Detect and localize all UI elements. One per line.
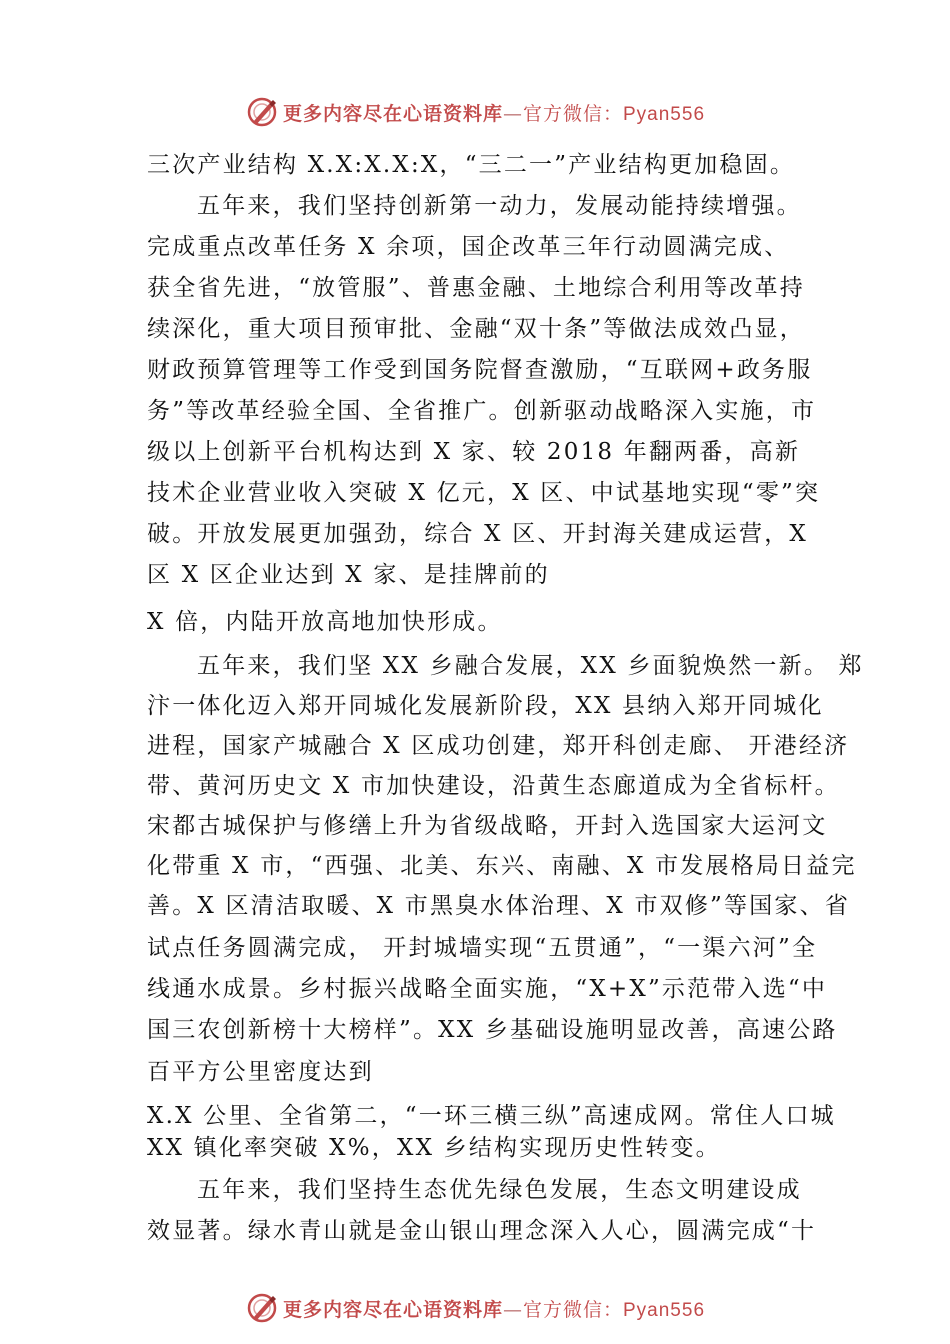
text-line: 进程，国家产城融合 X 区成功创建，郑开科创走廊、 开港经济	[147, 733, 850, 759]
text-line: 化带重 X 市，“西强、北美、东兴、南融、X 市发展格局日益完	[147, 853, 857, 879]
text-line: 续深化，重大项目预审批、金融“双十条”等做法成效凸显，	[147, 316, 805, 342]
header-watermark	[0, 92, 950, 132]
text-line: 三次产业结构 X.X:X.X:X，“三二一”产业结构更加稳固。	[147, 152, 796, 178]
header-separator: —	[502, 102, 523, 125]
header-wechat-label: 官方微信：	[522, 102, 623, 125]
footer-wechat-id: Pyan556	[623, 1299, 706, 1321]
footer-brand: 更多内容尽在心语资料库	[282, 1298, 503, 1321]
text-line: 效显著。绿水青山就是金山银山理念深入人心，圆满完成“十	[147, 1218, 817, 1244]
footer-watermark-text	[283, 1295, 705, 1322]
header-wechat-id: Pyan556	[623, 103, 706, 125]
pen-logo-icon	[245, 95, 279, 129]
pen-logo-icon	[245, 1291, 279, 1325]
text-line: 区 X 区企业达到 X 家、是挂牌前的	[147, 562, 550, 588]
header-brand: 更多内容尽在心语资料库	[282, 102, 503, 125]
text-line: 破。开放发展更加强劲，综合 X 区、开封海关建成运营，X	[147, 521, 808, 547]
paragraph-start-line: 五年来，我们坚持生态优先绿色发展，生态文明建设成	[197, 1177, 802, 1203]
paragraph-start-line: 五年来，我们坚 XX 乡融合发展，XX 乡面貌焕然一新。 郑	[197, 653, 864, 679]
text-line: 汴一体化迈入郑开同城化发展新阶段，XX 县纳入郑开同城化	[147, 693, 824, 719]
text-line: 善。X 区清洁取暖、X 市黑臭水体治理、X 市双修”等国家、省	[147, 893, 851, 919]
text-line: 技术企业营业收入突破 X 亿元，X 区、中试基地实现“零”突	[147, 480, 821, 506]
text-line: 线通水成景。乡村振兴战略全面实施，“X+X”示范带入选“中	[147, 976, 828, 1002]
text-line: 获全省先进，“放管服”、普惠金融、土地综合利用等改革持	[147, 275, 805, 301]
paragraph-start-line: 五年来，我们坚持创新第一动力，发展动能持续增强。	[197, 193, 802, 219]
text-line: 务”等改革经验全国、全省推广。创新驱动战略深入实施，市	[147, 398, 817, 424]
text-line: X 倍，内陆开放高地加快形成。	[147, 609, 503, 635]
footer-separator: —	[502, 1298, 523, 1321]
text-line: 完成重点改革任务 X 余项，国企改革三年行动圆满完成、	[147, 234, 790, 260]
text-line: 级以上创新平台机构达到 X 家、较 2018 年翻两番，高新	[147, 439, 801, 465]
text-line: 百平方公里密度达到	[147, 1059, 374, 1085]
header-watermark-text	[283, 99, 705, 126]
footer-wechat-label: 官方微信：	[522, 1298, 623, 1321]
text-line: 带、黄河历史文 X 市加快建设，沿黄生态廊道成为全省标杆。	[147, 773, 840, 799]
text-line: 试点任务圆满完成， 开封城墙实现“五贯通”，“一渠六河”全	[147, 935, 818, 961]
text-line: 财政预算管理等工作受到国务院督查激励，“互联网+政务服	[147, 357, 813, 383]
footer-watermark	[0, 1288, 950, 1328]
text-line: X.X 公里、全省第二，“一环三横三纵”高速成网。常住人口城	[147, 1103, 836, 1129]
text-line: 国三农创新榜十大榜样”。XX 乡基础设施明显改善，高速公路	[147, 1017, 838, 1043]
text-line: 宋都古城保护与修缮上升为省级战略，开封入选国家大运河文	[147, 813, 828, 839]
text-line: XX 镇化率突破 X%，XX 乡结构实现历史性转变。	[147, 1135, 721, 1161]
